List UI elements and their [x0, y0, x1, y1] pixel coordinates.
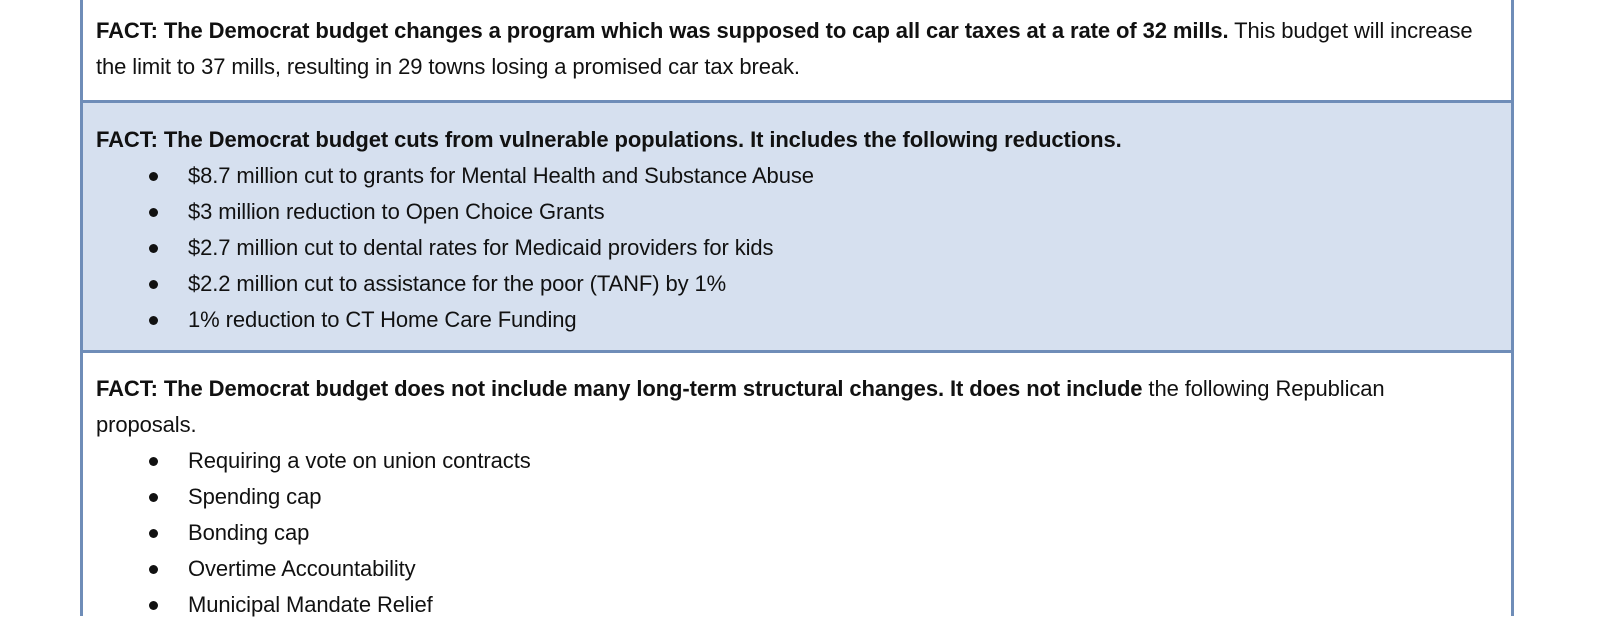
bullet-icon	[149, 601, 158, 610]
list-item: Municipal Mandate Relief	[96, 587, 1491, 623]
proposals-list	[96, 443, 1491, 623]
list-item: $2.7 million cut to dental rates for Medicaid providers for kids	[96, 230, 1491, 266]
fact-heading: FACT: The Democrat budget does not include many long-term structural changes. It does not include	[96, 376, 1143, 401]
fact-heading: FACT: The Democrat budget cuts from vulnerable populations. It includes the following reductions.	[96, 127, 1122, 152]
bullet-icon	[149, 244, 158, 253]
bullet-icon	[149, 493, 158, 502]
bullet-icon	[149, 529, 158, 538]
bullet-icon	[149, 565, 158, 574]
fact-paragraph	[96, 13, 1491, 85]
list-item: $2.2 million cut to assistance for the poor (TANF) by 1%	[96, 266, 1491, 302]
fact-text: This budget will increase the limit to 37 mills, resulting in 29 towns losing a promised car tax break.	[96, 18, 1473, 79]
fact-paragraph	[96, 371, 1491, 443]
fact-paragraph	[96, 122, 1491, 158]
list-item: $8.7 million cut to grants for Mental Health and Substance Abuse	[96, 158, 1491, 194]
fact-box-structural-changes	[83, 353, 1511, 633]
reductions-list	[96, 158, 1491, 338]
fact-box-car-tax	[83, 0, 1511, 103]
list-item: $3 million reduction to Open Choice Grants	[96, 194, 1491, 230]
fact-heading: FACT: The Democrat budget changes a program which was supposed to cap all car taxes at a rate of 32 mills.	[96, 18, 1229, 43]
list-item: 1% reduction to CT Home Care Funding	[96, 302, 1491, 338]
list-item: Requiring a vote on union contracts	[96, 443, 1491, 479]
fact-table	[80, 0, 1514, 616]
bullet-icon	[149, 172, 158, 181]
fact-text: the following Republican proposals.	[96, 376, 1385, 437]
list-item: Bonding cap	[96, 515, 1491, 551]
bullet-icon	[149, 457, 158, 466]
bullet-icon	[149, 316, 158, 325]
list-item: Overtime Accountability	[96, 551, 1491, 587]
bullet-icon	[149, 280, 158, 289]
fact-box-vulnerable-cuts	[83, 103, 1511, 353]
list-item: Spending cap	[96, 479, 1491, 515]
bullet-icon	[149, 208, 158, 217]
